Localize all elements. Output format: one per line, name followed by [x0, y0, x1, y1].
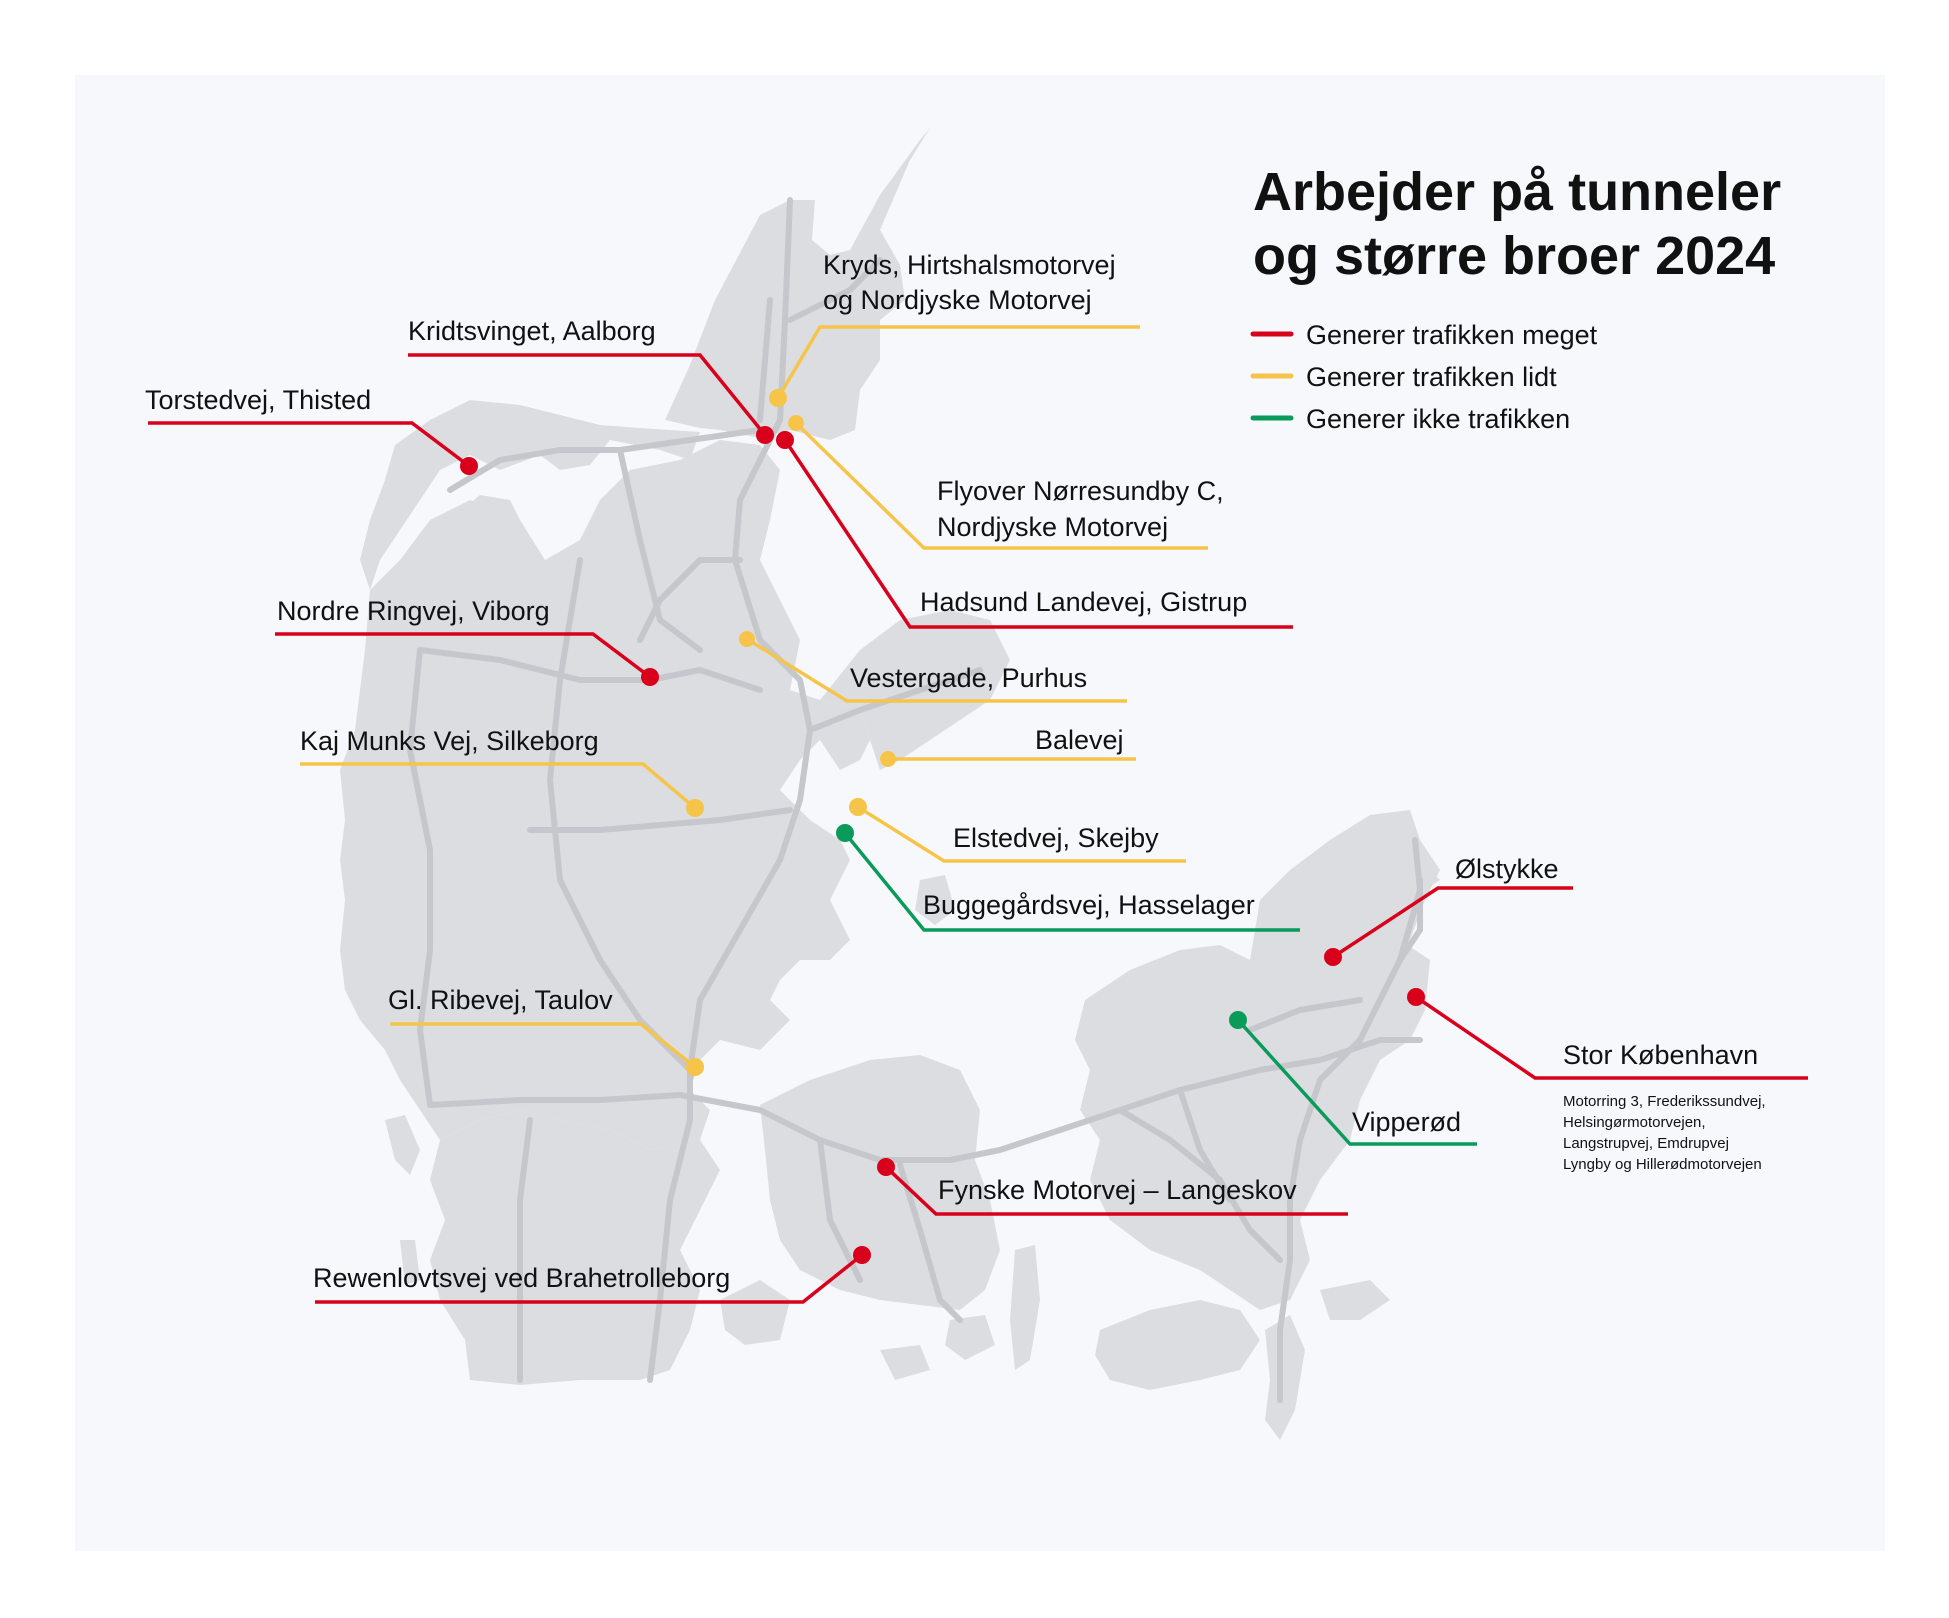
label-kridtsvinget: Kridtsvinget, Aalborg [408, 316, 656, 346]
title-line-2: og større broer 2024 [1253, 226, 1776, 286]
label-kryds-1: Kryds, Hirtshalsmotorvej [823, 250, 1116, 280]
marker-hadsund[interactable] [776, 431, 794, 449]
label-silkeborg: Kaj Munks Vej, Silkeborg [300, 726, 599, 756]
label-taulov: Gl. Ribevej, Taulov [388, 985, 613, 1015]
callout-skejby [849, 798, 1186, 861]
marker-silkeborg[interactable] [686, 799, 704, 817]
land-taasinge [945, 1315, 995, 1360]
marker-balevej[interactable] [880, 751, 896, 767]
marker-hasselager[interactable] [836, 824, 854, 842]
marker-kryds[interactable] [769, 389, 787, 407]
sublabel-kobenhavn-3: Langstrupvej, Emdrupvej [1563, 1135, 1729, 1152]
legend [1253, 320, 1598, 434]
marker-kridtsvinget[interactable] [756, 426, 774, 444]
marker-vipperod[interactable] [1229, 1011, 1247, 1029]
land-moen [1320, 1280, 1390, 1320]
label-olstykke: Ølstykke [1455, 854, 1559, 884]
title-line-1: Arbejder på tunneler [1253, 162, 1782, 222]
land-falster [1265, 1315, 1305, 1440]
label-purhus: Vestergade, Purhus [850, 663, 1088, 693]
marker-brahetrolleborg[interactable] [853, 1246, 871, 1264]
label-hasselager: Buggegårdsvej, Hasselager [923, 890, 1255, 920]
label-hadsund: Hadsund Landevej, Gistrup [920, 587, 1248, 617]
land-langeland [1010, 1245, 1040, 1370]
label-viborg: Nordre Ringvej, Viborg [277, 596, 550, 626]
legend-label-green: Generer ikke trafikken [1306, 404, 1571, 434]
marker-langeskov[interactable] [877, 1158, 895, 1176]
marker-viborg[interactable] [641, 668, 659, 686]
callout-flyover [788, 415, 1224, 548]
label-kryds-2: og Nordjyske Motorvej [823, 285, 1092, 315]
land-als [720, 1280, 790, 1345]
land-fanoe [385, 1115, 420, 1175]
label-kobenhavn: Stor København [1563, 1040, 1759, 1070]
marker-kobenhavn[interactable] [1407, 988, 1425, 1006]
legend-label-red: Generer trafikken meget [1306, 320, 1598, 350]
land-vendsyssel [665, 128, 930, 440]
legend-label-yellow: Generer trafikken lidt [1306, 362, 1557, 392]
label-balevej: Balevej [1035, 725, 1124, 755]
sublabel-kobenhavn-2: Helsingørmotorvejen, [1563, 1114, 1706, 1131]
marker-skejby[interactable] [849, 798, 867, 816]
sublabel-kobenhavn-1: Motorring 3, Frederikssundvej, [1563, 1093, 1766, 1110]
label-vipperod: Vipperød [1352, 1107, 1462, 1137]
marker-torstedvej[interactable] [460, 457, 478, 475]
label-langeskov: Fynske Motorvej – Langeskov [938, 1175, 1297, 1205]
label-flyover-1: Flyover Nørresundby C, [937, 476, 1224, 506]
marker-taulov[interactable] [686, 1058, 704, 1076]
marker-purhus[interactable] [739, 631, 755, 647]
land-south-jutland [430, 1110, 720, 1385]
label-flyover-2: Nordjyske Motorvej [937, 512, 1169, 542]
land-aero [880, 1345, 930, 1380]
label-brahetrolleborg: Rewenlovtsvej ved Brahetrolleborg [313, 1263, 731, 1293]
label-torstedvej: Torstedvej, Thisted [145, 385, 372, 415]
marker-flyover[interactable] [788, 415, 804, 431]
land-lolland [1095, 1300, 1260, 1390]
label-skejby: Elstedvej, Skejby [953, 823, 1159, 853]
sublabel-kobenhavn-4: Lyngby og Hillerødmotorvejen [1563, 1156, 1762, 1173]
marker-olstykke[interactable] [1324, 948, 1342, 966]
